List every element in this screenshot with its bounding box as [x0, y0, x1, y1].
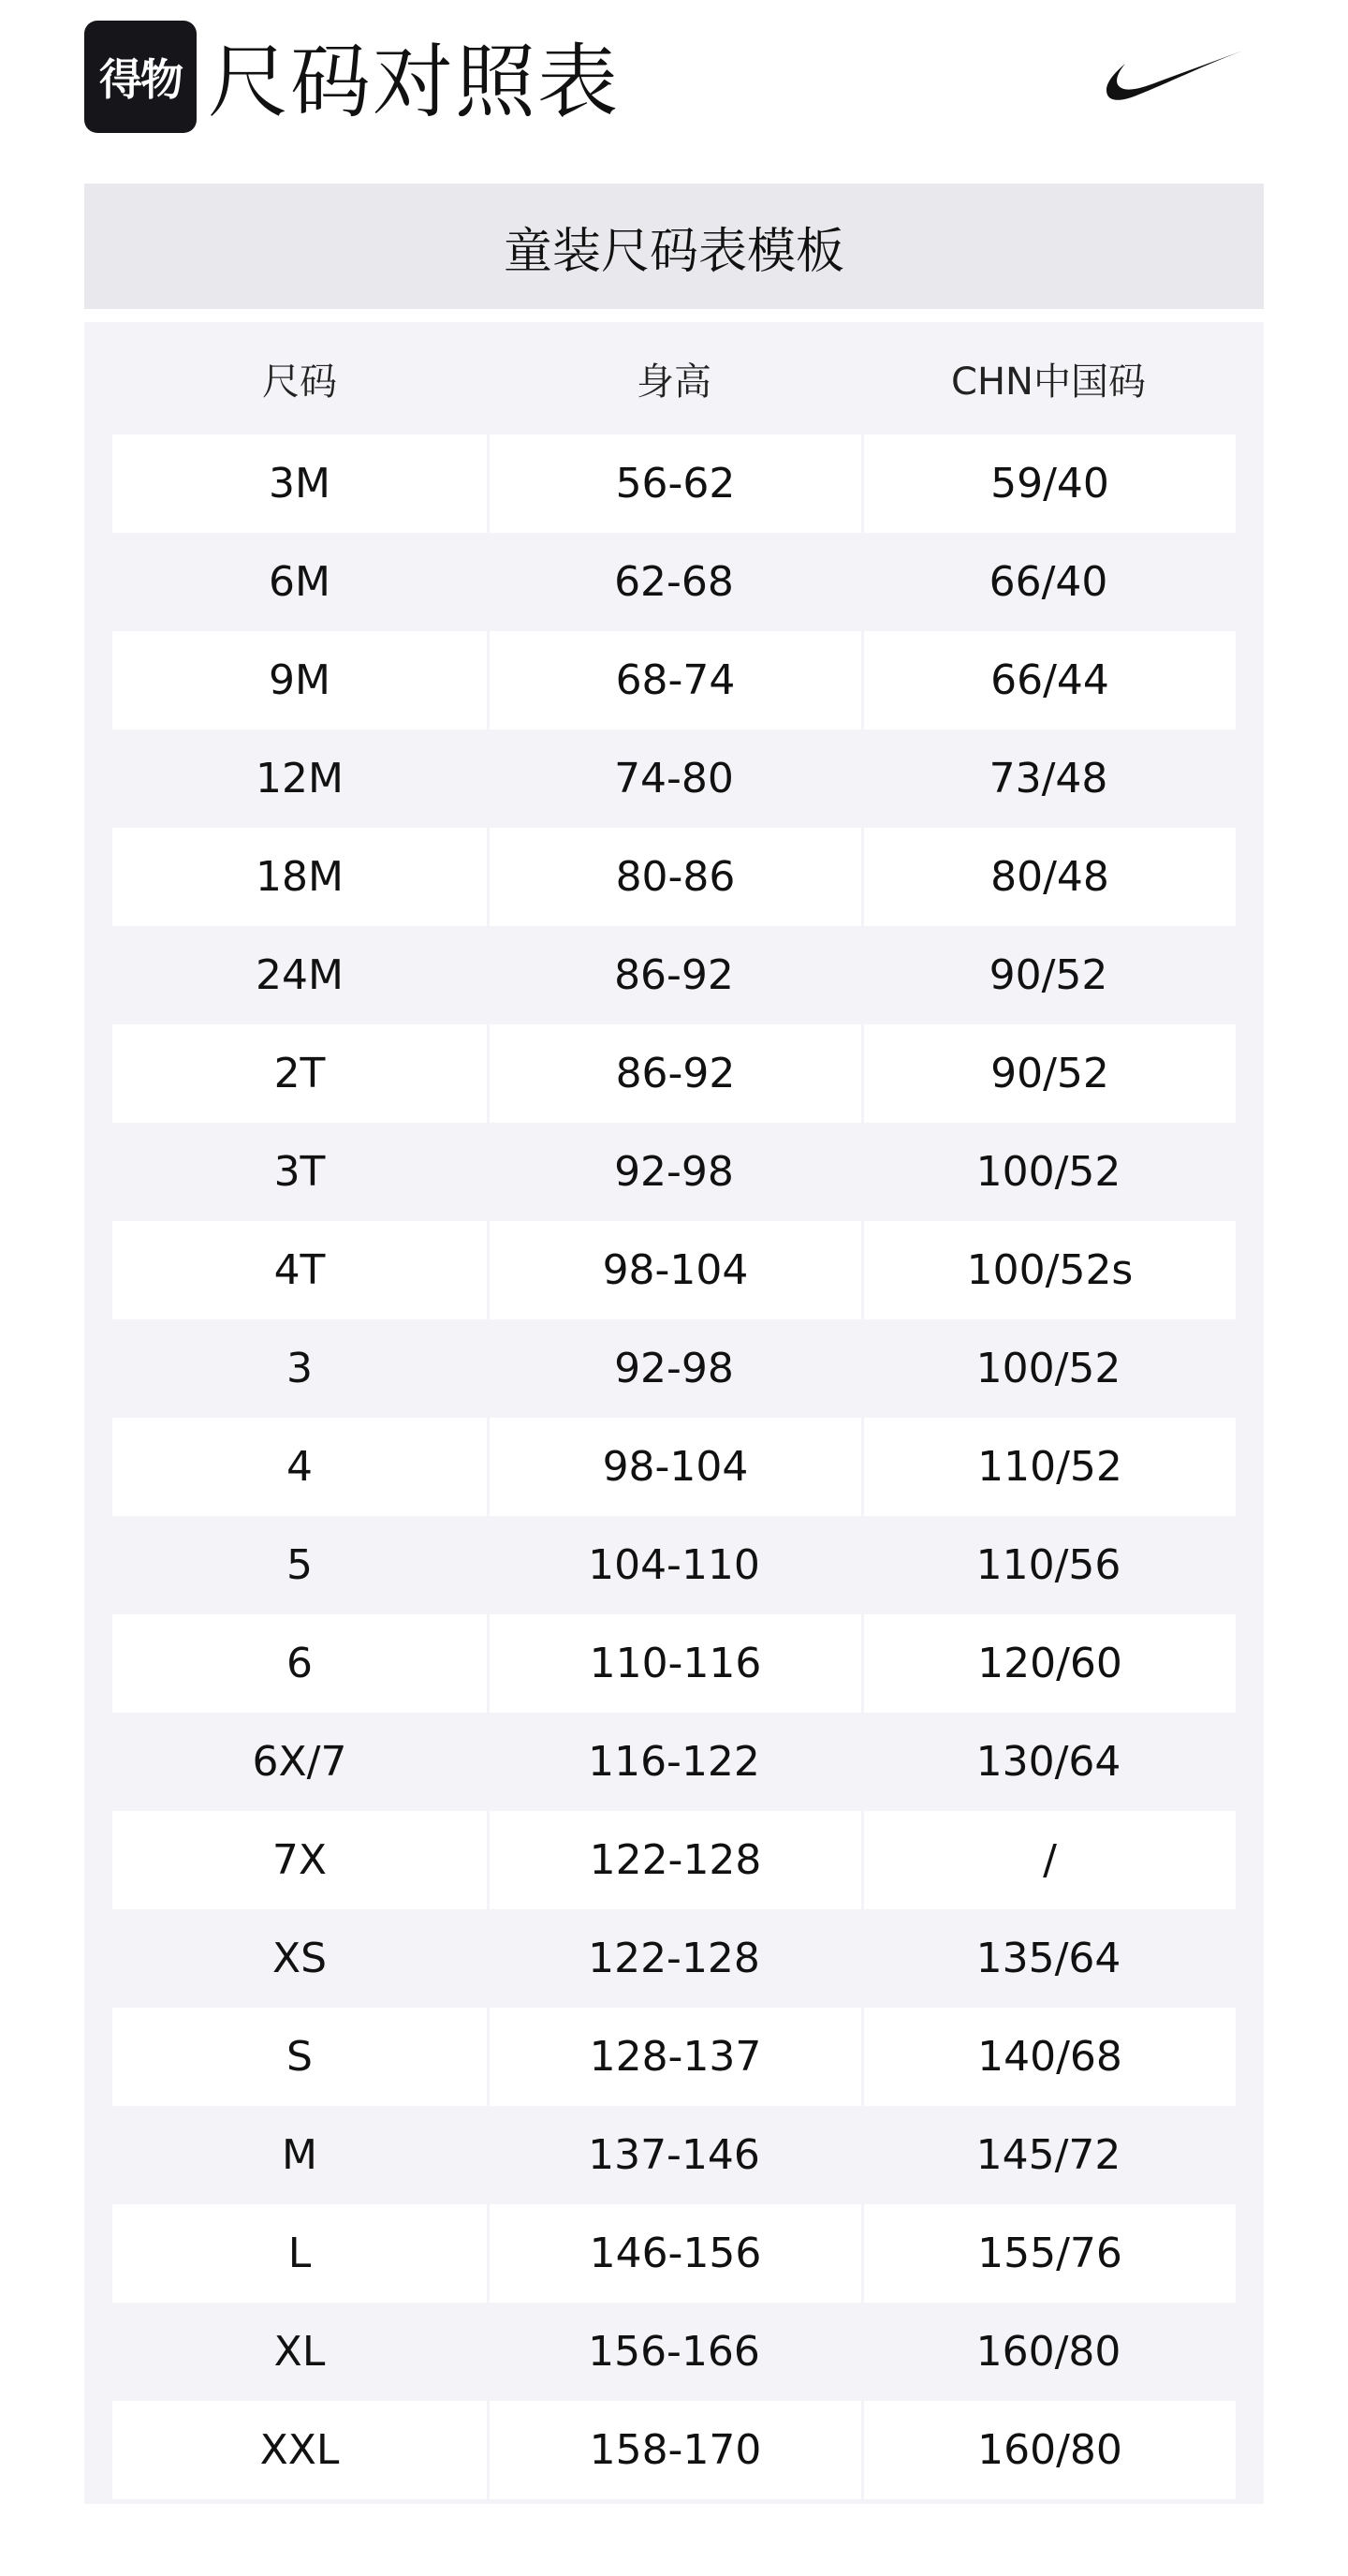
- chn-size-cell: 66/44: [861, 631, 1236, 729]
- page-title: 尺码对照表: [208, 36, 620, 129]
- table-title: 童装尺码表模板: [84, 184, 1264, 309]
- size-cell: L: [287, 2230, 312, 2277]
- table-row: [112, 1614, 1236, 1713]
- table-row: [112, 926, 1236, 1024]
- table-row: [112, 2303, 1236, 2401]
- table-row: [112, 1516, 1236, 1614]
- chn-size-cell: 73/48: [989, 755, 1108, 802]
- size-cell: 6M: [269, 558, 330, 606]
- chn-size-cell: 100/52: [975, 1345, 1121, 1392]
- height-cell: 62-68: [614, 558, 734, 606]
- height-cell: 137-146: [588, 2131, 760, 2179]
- size-cell: 4: [286, 1443, 313, 1491]
- table-row: [112, 1811, 1236, 1909]
- height-cell: 116-122: [588, 1738, 760, 1786]
- table-row: [112, 533, 1236, 631]
- table-body: [112, 434, 1236, 2499]
- size-cell: 18M: [256, 853, 344, 901]
- height-cell: 92-98: [614, 1148, 734, 1196]
- size-cell: 3: [286, 1345, 313, 1392]
- size-cell: M: [282, 2131, 317, 2179]
- column-header-size: 尺码: [262, 360, 337, 404]
- height-cell: 56-62: [487, 434, 861, 533]
- chn-size-cell: 155/76: [861, 2204, 1236, 2303]
- height-cell: 128-137: [487, 2008, 861, 2106]
- height-cell: 110-116: [487, 1614, 861, 1713]
- size-cell: 6X/7: [252, 1738, 347, 1786]
- column-header-height: 身高: [637, 360, 711, 404]
- table-row: [112, 1713, 1236, 1811]
- chn-size-cell: 90/52: [861, 1024, 1236, 1123]
- size-cell: 6: [286, 1640, 313, 1687]
- table-row: [112, 1319, 1236, 1418]
- dewu-logo: [84, 21, 197, 133]
- chn-size-cell: 160/80: [861, 2401, 1236, 2499]
- size-table: [84, 322, 1264, 2504]
- chn-size-cell: 130/64: [975, 1738, 1121, 1786]
- height-cell: 156-166: [588, 2328, 760, 2376]
- chn-size-cell: 66/40: [989, 558, 1108, 606]
- table-row: [112, 729, 1236, 828]
- table-row: [112, 1418, 1236, 1516]
- chn-size-cell: 140/68: [861, 2008, 1236, 2106]
- chn-size-cell: 110/56: [975, 1541, 1121, 1589]
- height-cell: 74-80: [614, 755, 734, 802]
- table-row: [112, 2008, 1236, 2106]
- table-row: [112, 1024, 1236, 1123]
- height-cell: 98-104: [487, 1418, 861, 1516]
- nike-swoosh-icon: [1105, 47, 1245, 112]
- size-cell: 7X: [271, 1836, 328, 1884]
- height-cell: 104-110: [588, 1541, 760, 1589]
- height-cell: 122-128: [487, 1811, 861, 1909]
- chn-size-cell: 100/52s: [861, 1221, 1236, 1319]
- height-cell: 86-92: [487, 1024, 861, 1123]
- chn-size-cell: 80/48: [861, 828, 1236, 926]
- height-cell: 80-86: [487, 828, 861, 926]
- height-cell: 122-128: [588, 1935, 760, 1982]
- chn-size-cell: 135/64: [975, 1935, 1121, 1982]
- chn-size-cell: 59/40: [861, 434, 1236, 533]
- chn-size-cell: 145/72: [975, 2131, 1121, 2179]
- size-cell: 3M: [269, 460, 330, 508]
- size-cell: S: [286, 2033, 313, 2081]
- height-cell: 98-104: [487, 1221, 861, 1319]
- size-cell: 3T: [273, 1148, 326, 1196]
- size-cell: XL: [273, 2328, 326, 2376]
- height-cell: 86-92: [614, 951, 734, 999]
- chn-size-cell: 90/52: [989, 951, 1108, 999]
- size-cell: 12M: [256, 755, 344, 802]
- chn-size-cell: /: [861, 1811, 1236, 1909]
- chn-size-cell: 160/80: [975, 2328, 1121, 2376]
- size-cell: 24M: [256, 951, 344, 999]
- size-cell: 5: [286, 1541, 313, 1589]
- chn-size-cell: 110/52: [861, 1418, 1236, 1516]
- logo-text: 得物: [99, 54, 182, 105]
- chn-size-cell: 100/52: [975, 1148, 1121, 1196]
- size-cell: 2T: [273, 1050, 326, 1097]
- table-header-row: [112, 322, 1236, 434]
- height-cell: 158-170: [487, 2401, 861, 2499]
- column-header-chn: CHN中国码: [951, 360, 1146, 404]
- table-row: [112, 1221, 1236, 1319]
- table-row: [112, 2401, 1236, 2499]
- table-row: [112, 2106, 1236, 2204]
- size-cell: 4T: [273, 1246, 326, 1294]
- chn-size-cell: 120/60: [861, 1614, 1236, 1713]
- table-row: [112, 828, 1236, 926]
- table-row: [112, 2204, 1236, 2303]
- height-cell: 146-156: [487, 2204, 861, 2303]
- table-row: [112, 1123, 1236, 1221]
- size-cell: XS: [271, 1935, 328, 1982]
- table-row: [112, 1909, 1236, 2008]
- height-cell: 92-98: [614, 1345, 734, 1392]
- table-row: [112, 631, 1236, 729]
- size-cell: XXL: [259, 2426, 340, 2474]
- height-cell: 68-74: [487, 631, 861, 729]
- page-header: [84, 19, 1264, 140]
- table-row: [112, 434, 1236, 533]
- size-cell: 9M: [269, 656, 330, 704]
